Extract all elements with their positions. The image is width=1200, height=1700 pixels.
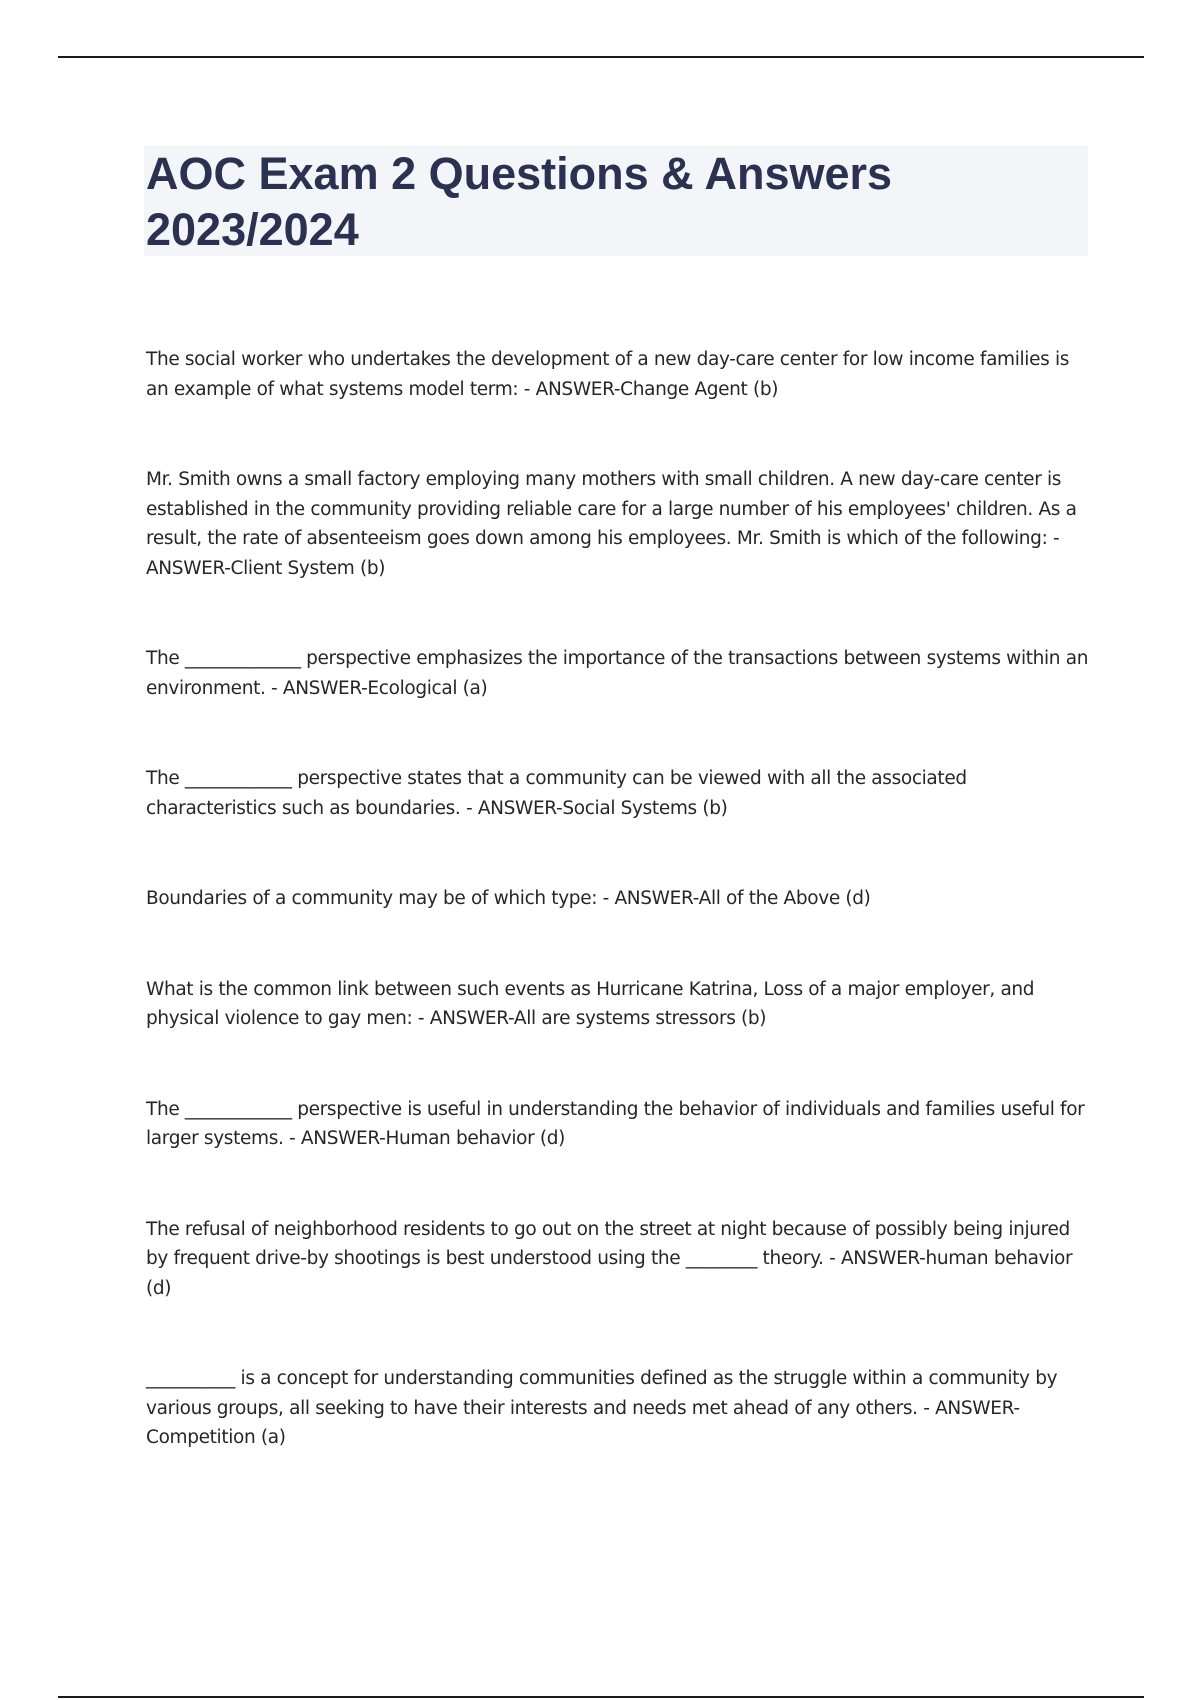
qa-item: Mr. Smith owns a small factory employing many mothers with small children. A new day-care center is established in the community providing reliable care for a large number of his employees' children. As a result, the rate of absenteeism goes down among his employees. Mr. Smith is which of the following: - ANSWER-Client System (b) (146, 469, 1077, 579)
qa-item: The ____________ perspective is useful in understanding the behavior of individuals and families useful for larger systems. - ANSWER-Human behavior (d) (146, 1098, 1085, 1149)
qa-item: The social worker who undertakes the development of a new day-care center for low income families is an example of what systems model term: - ANSWER-Change Agent (b) (146, 349, 1070, 400)
document-title: AOC Exam 2 Questions & Answers 2023/2024 (146, 148, 893, 255)
qa-item: The _____________ perspective emphasizes the importance of the transactions between systems within an environment. - ANSWER-Ecological (a) (146, 648, 1089, 699)
qa-item: Boundaries of a community may be of which type: - ANSWER-All of the Above (d) (146, 888, 871, 909)
qa-item: What is the common link between such events as Hurricane Katrina, Loss of a major employer, and physical violence to gay men: - ANSWER-All are systems stressors (b) (146, 978, 1035, 1029)
qa-item: __________ is a concept for understanding communities defined as the struggle within a community by various groups, all seeking to have their interests and needs met ahead of any others. - ANSWER-Competition (a) (146, 1368, 1058, 1448)
qa-item: The ____________ perspective states that a community can be viewed with all the associated characteristics such as boundaries. - ANSWER-Social Systems (b) (146, 768, 967, 819)
qa-item: The refusal of neighborhood residents to go out on the street at night because of possibly being injured by frequent drive-by shootings is best understood using the ________ theory. - ANSWER-human behavior (d) (146, 1218, 1073, 1299)
bottom-rule (58, 1696, 1144, 1698)
top-rule (58, 56, 1144, 58)
qa-list (146, 345, 1090, 1514)
